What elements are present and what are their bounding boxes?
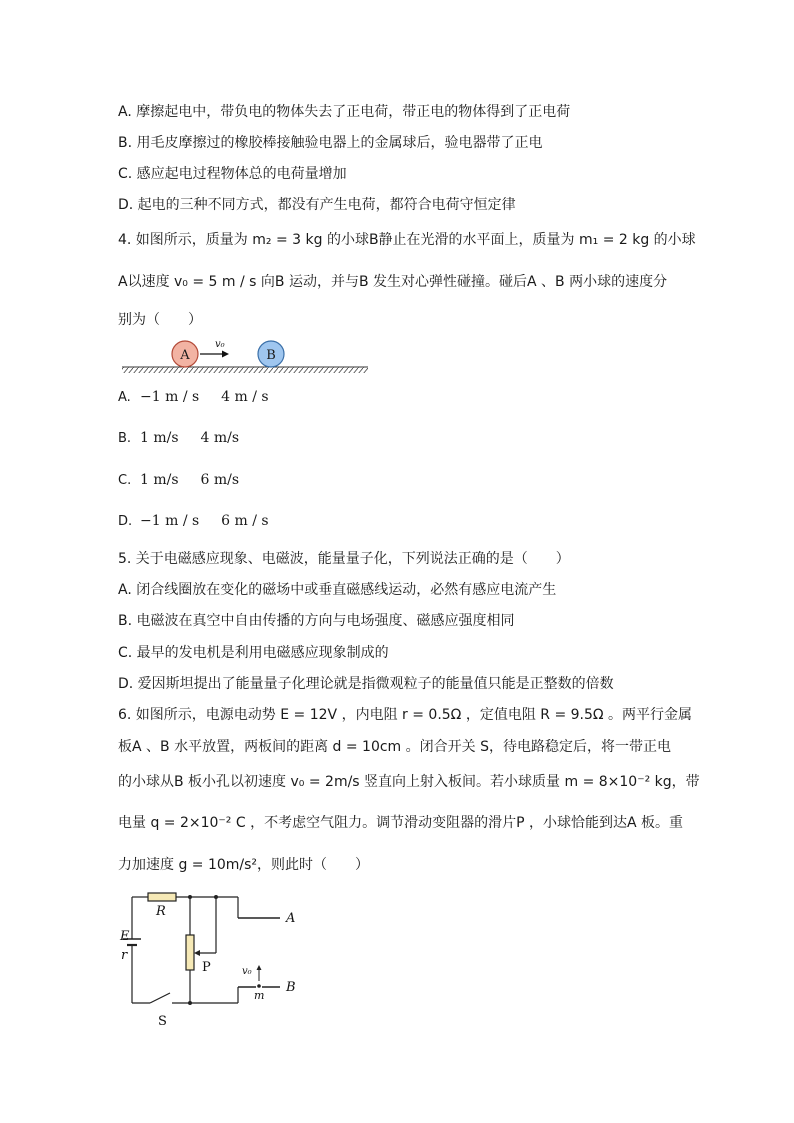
q3-option-c: C. 感应起电过程物体总的电荷量增加 xyxy=(118,166,347,182)
resistor-r-label: R xyxy=(156,904,166,919)
q5-option-c: C. 最早的发电机是利用电磁感应现象制成的 xyxy=(118,645,389,661)
q4-stem-line2: A以速度 v₀ = 5 m / s 向B 运动，并与B 发生对心弹性碰撞。碰后A 、B 两小球的速度分 xyxy=(118,274,668,290)
ball-mass-label: m xyxy=(254,989,265,1002)
charged-ball xyxy=(257,984,261,988)
ball-a-label: A xyxy=(180,348,190,363)
internal-resistance-label: r xyxy=(121,948,128,963)
q4-stem-line1: 4. 如图所示，质量为 m₂ = 3 kg 的小球B静止在光滑的水平面上，质量为 m₁ = 2 kg 的小球 xyxy=(118,232,696,248)
rheostat xyxy=(186,935,194,970)
q6-circuit-figure xyxy=(112,885,312,1035)
q4-option-b: B. 1 m/s 4 m/s xyxy=(118,430,240,446)
q4-stem-line3: 别为（ ） xyxy=(118,312,202,328)
q5-stem: 5. 关于电磁感应现象、电磁波，能量量子化，下列说法正确的是（ ） xyxy=(118,551,570,567)
q6-stem-line1: 6. 如图所示，电源电动势 E = 12V ，内电阻 r = 0.5Ω ，定值电阻 R = 9.5Ω 。两平行金属 xyxy=(118,707,693,723)
q3-option-b: B. 用毛皮摩擦过的橡胶棒接触验电器上的金属球后，验电器带了正电 xyxy=(118,135,543,151)
emf-label: E xyxy=(120,929,130,944)
q5-option-a: A. 闭合线圈放在变化的磁场中或垂直磁感线运动，必然有感应电流产生 xyxy=(118,582,557,598)
switch-s xyxy=(150,993,170,1003)
q4-option-d: D. −1 m / s 6 m / s xyxy=(118,513,269,529)
q3-option-d: D. 起电的三种不同方式，都没有产生电荷，都符合电荷守恒定律 xyxy=(118,197,516,213)
plate-b-label: B xyxy=(286,980,296,995)
q5-option-b: B. 电磁波在真空中自由传播的方向与电场强度、磁感应强度相同 xyxy=(118,613,515,629)
switch-s-label: S xyxy=(158,1014,167,1029)
q5-option-d: D. 爱因斯坦提出了能量量子化理论就是指微观粒子的能量值只能是正整数的倍数 xyxy=(118,676,614,692)
ball-velocity-label: v₀ xyxy=(242,966,252,977)
resistor-r xyxy=(148,893,176,901)
q3-option-a: A. 摩擦起电中，带负电的物体失去了正电荷，带正电的物体得到了正电荷 xyxy=(118,104,571,120)
ball-b-label: B xyxy=(266,348,276,363)
q6-stem-line5: 力加速度 g = 10m/s²，则此时（ ） xyxy=(118,857,370,873)
velocity-label: v₀ xyxy=(215,339,225,350)
q4-collision-figure xyxy=(118,332,374,378)
q4-option-a: A. −1 m / s 4 m / s xyxy=(118,389,269,405)
q6-stem-line4: 电量 q = 2×10⁻² C ，不考虑空气阻力。调节滑动变阻器的滑片P ，小球恰能到达A 板。重 xyxy=(118,815,684,831)
slider-p-label: P xyxy=(202,960,211,975)
plate-a-label: A xyxy=(286,911,296,926)
q6-stem-line2: 板A 、B 水平放置，两板间的距离 d = 10cm 。闭合开关 S，待电路稳定后，将一带正电 xyxy=(118,739,671,755)
q6-stem-line3: 的小球从B 板小孔以初速度 v₀ = 2m/s 竖直向上射入板间。若小球质量 m = 8×10⁻² kg，带 xyxy=(118,774,700,790)
q4-option-c: C. 1 m/s 6 m/s xyxy=(118,472,240,488)
